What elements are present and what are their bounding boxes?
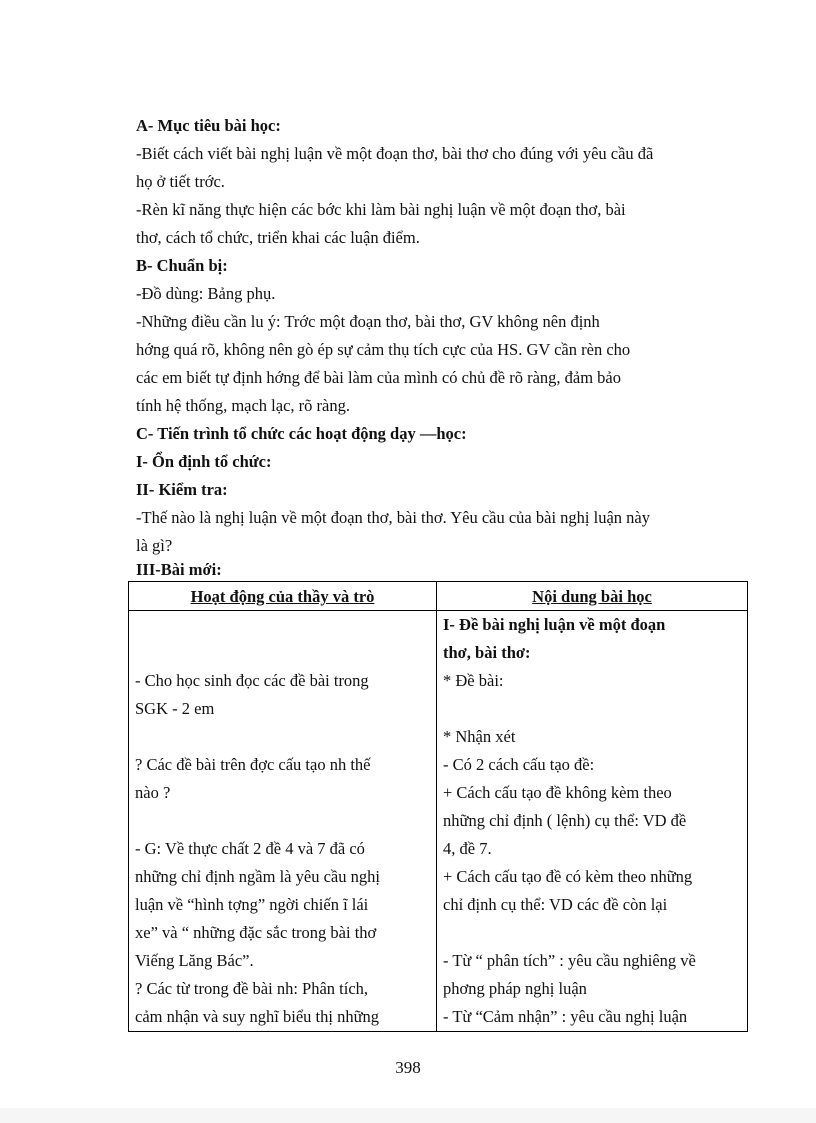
cell-line [443, 695, 741, 723]
text-line: -Những điều cần lu ý: Trớc một đoạn thơ, bài thơ, GV không nên định [136, 312, 600, 331]
cell-line [135, 611, 430, 639]
heading-bai-moi: III-Bài mới: [136, 560, 222, 579]
cell-line: - Từ “ phân tích” : yêu cầu nghiêng về [443, 951, 696, 970]
cell-line: - Cho học sinh đọc các đề bài trong [135, 671, 369, 690]
cell-line: cảm nhận và suy nghĩ biểu thị những [135, 1007, 380, 1026]
content-cell [437, 611, 748, 1032]
text-line: hớng quá rõ, không nên gò ép sự cảm thụ tích cực của HS. GV cần rèn cho [136, 340, 631, 359]
heading-kiem-tra: II- Kiểm tra: [136, 480, 228, 499]
lesson-table [128, 581, 748, 1032]
cell-line: chỉ định cụ thể: VD các đề còn lại [443, 895, 668, 914]
cell-line: nào ? [135, 783, 171, 802]
cell-line: - Từ “Cảm nhận” : yêu cầu nghị luận [443, 1007, 688, 1026]
page-number: 398 [395, 1058, 421, 1077]
text-line: là gì? [136, 536, 173, 555]
cell-line: + Cách cấu tạo đề không kèm theo [443, 783, 672, 802]
cell-line [135, 723, 430, 751]
text-line: họ ở tiết trớc. [136, 172, 225, 191]
text-line: -Rèn kĩ năng thực hiện các bớc khi làm bài nghị luận về một đoạn thơ, bài [136, 200, 626, 219]
cell-line: * Nhận xét [443, 727, 516, 746]
cell-line: Viếng Lăng Bác”. [135, 951, 254, 970]
cell-line: thơ, bài thơ: [443, 643, 531, 662]
cell-line: những chỉ định ngầm là yêu cầu nghị [135, 867, 380, 886]
text-line: các em biết tự định hớng để bài làm của mình có chủ đề rõ ràng, đảm bảo [136, 368, 622, 387]
cell-line: ? Các từ trong đề bài nh: Phân tích, [135, 979, 369, 998]
cell-line: ? Các đề bài trên đợc cấu tạo nh thế [135, 755, 371, 774]
cell-line [135, 807, 430, 835]
text-line: -Thế nào là nghị luận về một đoạn thơ, bài thơ. Yêu cầu của bài nghị luận này [136, 508, 650, 527]
text-line: tính hệ thống, mạch lạc, rõ ràng. [136, 396, 350, 415]
cell-line: - Có 2 cách cấu tạo đề: [443, 755, 595, 774]
cell-line: luận về “hình tợng” ngời chiến ĩ lái [135, 895, 369, 914]
cell-line: phơng pháp nghị luận [443, 979, 587, 998]
column-header-activities: Hoạt động của thầy và trò [129, 582, 437, 611]
cell-line [135, 639, 430, 667]
table-row [129, 611, 748, 1032]
text-line: thơ, cách tổ chức, triển khai các luận điểm. [136, 228, 420, 247]
cell-line: những chỉ định ( lệnh) cụ thể: VD đề [443, 811, 687, 830]
cell-line [443, 919, 741, 947]
heading-tien-trinh: C- Tiến trình tổ chức các hoạt động dạy —học: [136, 424, 467, 443]
cell-line: xe” và “ những đặc sắc trong bài thơ [135, 923, 377, 942]
heading-on-dinh: I- Ổn định tổ chức: [136, 452, 272, 471]
cell-line: SGK - 2 em [135, 699, 215, 718]
document-body [136, 112, 742, 580]
column-header-content: Nội dung bài học [437, 582, 748, 611]
cell-line: - G: Về thực chất 2 đề 4 và 7 đã có [135, 839, 365, 858]
activities-cell [129, 611, 437, 1032]
cell-line: * Đề bài: [443, 671, 504, 690]
heading-chuan-bi: B- Chuẩn bị: [136, 256, 228, 275]
table-header-row [129, 582, 748, 611]
text-line: -Đồ dùng: Bảng phụ. [136, 284, 276, 303]
cell-line: I- Đề bài nghị luận về một đoạn [443, 615, 666, 634]
page-bottom-edge [0, 1108, 816, 1123]
cell-line: + Cách cấu tạo đề có kèm theo những [443, 867, 693, 886]
cell-line: 4, đề 7. [443, 839, 492, 858]
text-line: -Biết cách viết bài nghị luận về một đoạn thơ, bài thơ cho đúng với yêu cầu đã [136, 144, 654, 163]
heading-muc-tieu: A- Mục tiêu bài học: [136, 116, 281, 135]
